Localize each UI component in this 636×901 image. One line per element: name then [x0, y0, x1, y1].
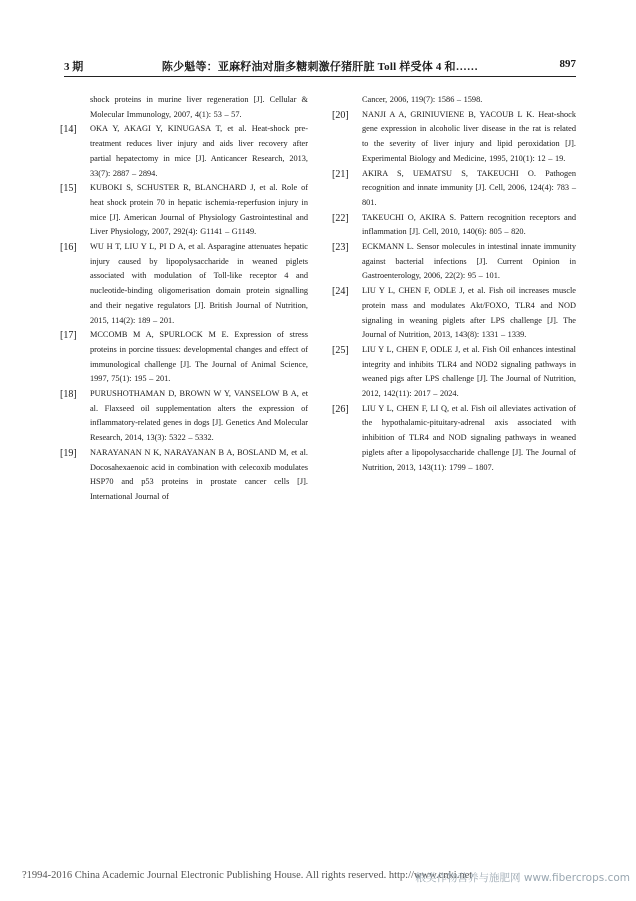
reference-text: NARAYANAN N K, NARAYANAN B A, BOSLAND M, et al. Docosahexaenoic acid in combination with celecoxib modulates HSP70 and p53 proteins in prostate cancer cells [J]. International Journal of — [90, 447, 308, 501]
reference-item — [332, 284, 576, 343]
reference-text: Cancer, 2006, 119(7): 1586 – 1598. — [362, 95, 483, 104]
reference-item — [332, 240, 576, 284]
issue-label: 3 期 — [64, 61, 84, 73]
reference-text: NANJI A A, GRINIUVIENE B, YACOUB L K. Heat-shock gene expression in alcoholic liver disease in the rat is related to the severity of liver injury and lipid peroxidation [J]. Experimental Biology and Medicine, 1995, 210(1): 12 – 19. — [362, 109, 576, 163]
reference-item — [332, 402, 576, 476]
reference-item — [332, 343, 576, 402]
reference-number: [22] — [332, 212, 349, 224]
site-watermark: 粮类作物营养与施肥网 www.fibercrops.com — [415, 872, 630, 884]
reference-number: [15] — [60, 183, 77, 195]
reference-text: shock proteins in murine liver regeneration [J]. Cellular & Molecular Immunology, 2007, 4(1): 53 – 57. — [90, 95, 308, 119]
reference-item — [68, 93, 308, 122]
reference-text: OKA Y, AKAGI Y, KINUGASA T, et al. Heat-shock pre-treatment reduces liver injury and aids liver recovery after partial hepatectomy in mice [J]. Anticancer Research, 2013, 33(7): 2887 – 2894. — [90, 124, 308, 178]
reference-number: [14] — [60, 124, 77, 136]
reference-item — [60, 240, 308, 328]
reference-number: [26] — [332, 403, 349, 415]
reference-text: LIU Y L, CHEN F, LI Q, et al. Fish oil alleviates activation of the hypothalamic-pituitary-adrenal axis associated with inhibition of TLR4 and NOD signaling pathways in weaned piglets after a lipopolysaccharide challenge [J]. The Journal of Nutrition, 2013, 143(11): 1799 – 1807. — [362, 403, 576, 472]
reference-item — [60, 328, 308, 387]
reference-number: [19] — [60, 447, 77, 459]
reference-item — [332, 108, 576, 167]
reference-text: WU H T, LIU Y L, PI D A, et al. Asparagine attenuates hepatic injury caused by lipopolysaccharide in weaned piglets associated with modulation of Toll-like receptor 4 and nucleotide-binding oligomerisation domain protein signalling and their negative regulators [J]. British Journal of Nutrition, 2015, 114(2): 189 – 201. — [90, 242, 308, 325]
reference-text: AKIRA S, UEMATSU S, TAKEUCHI O. Pathogen recognition and innate immunity [J]. Cell, 2006, 124(4): 783 – 801. — [362, 168, 576, 207]
copyright-notice: ?1994-2016 China Academic Journal Electronic Publishing House. All rights reserved. http://www.cnki.net — [22, 870, 473, 881]
reference-number: [23] — [332, 242, 349, 254]
reference-text: LIU Y L, CHEN F, ODLE J, et al. Fish oil increases muscle protein mass and modulates Akt/FOXO, TLR4 and NOD signaling in weaning piglets after LPS challenge [J]. The Journal of Nutrition, 2013, 143(8): 1331 – 1339. — [362, 286, 576, 340]
reference-text: PURUSHOTHAMAN D, BROWN W Y, VANSELOW B A, et al. Flaxseed oil supplementation alters the expression of inflammatory-related genes in dogs [J]. Genetics And Molecular Research, 2014, 13(3): 5322 – 5332. — [90, 389, 308, 443]
reference-item — [60, 387, 308, 446]
reference-item — [332, 211, 576, 240]
running-title: 陈少魁等：亚麻籽油对脂多糖刺激仔猪肝脏 Toll 样受体 4 和…… — [161, 61, 479, 73]
reference-number: [20] — [332, 109, 349, 121]
reference-text: MCCOMB M A, SPURLOCK M E. Expression of stress proteins in porcine tissues: developmental changes and effect of immunological challenge [J]. The Journal of Animal Science, 1997, 75(1): 195 – 201. — [90, 330, 308, 384]
page-number: 897 — [559, 58, 576, 70]
reference-item — [340, 93, 576, 108]
reference-number: [16] — [60, 242, 77, 254]
page-footer — [0, 870, 636, 884]
reference-item — [60, 181, 308, 240]
reference-text: KUBOKI S, SCHUSTER R, BLANCHARD J, et al. Role of heat shock protein 70 in hepatic ischemia-reperfusion injury in mice [J]. American Journal of Physiology Gastrointestinal and Liver Physiology, 2007, 292(4): G1141 – G1149. — [90, 183, 308, 237]
reference-number: [24] — [332, 286, 349, 298]
reference-number: [18] — [60, 389, 77, 401]
reference-text: LIU Y L, CHEN F, ODLE J, et al. Fish Oil enhances intestinal integrity and inhibits TLR4 and NOD2 signaling pathways in weaned pigs after LPS challenge [J]. The Journal of Nutrition, 2012, 142(11): 2017 – 2024. — [362, 344, 576, 399]
reference-item — [60, 122, 308, 181]
page-header — [64, 58, 576, 76]
reference-number: [17] — [60, 330, 77, 342]
reference-text: TAKEUCHI O, AKIRA S. Pattern recognition receptors and inflammation [J]. Cell, 2010, 140(6): 805 – 820. — [362, 212, 576, 237]
reference-number: [25] — [332, 344, 349, 356]
reference-column-right — [332, 93, 576, 475]
reference-item — [60, 446, 308, 505]
reference-number: [21] — [332, 168, 349, 180]
reference-column-left — [60, 93, 308, 505]
header-rule — [64, 76, 576, 77]
reference-item — [332, 167, 576, 211]
reference-text: ECKMANN L. Sensor molecules in intestinal innate immunity against bacterial infections [J]. Current Opinion in Gastroenterology, 2006, 22(2): 95 – 101. — [362, 242, 576, 281]
